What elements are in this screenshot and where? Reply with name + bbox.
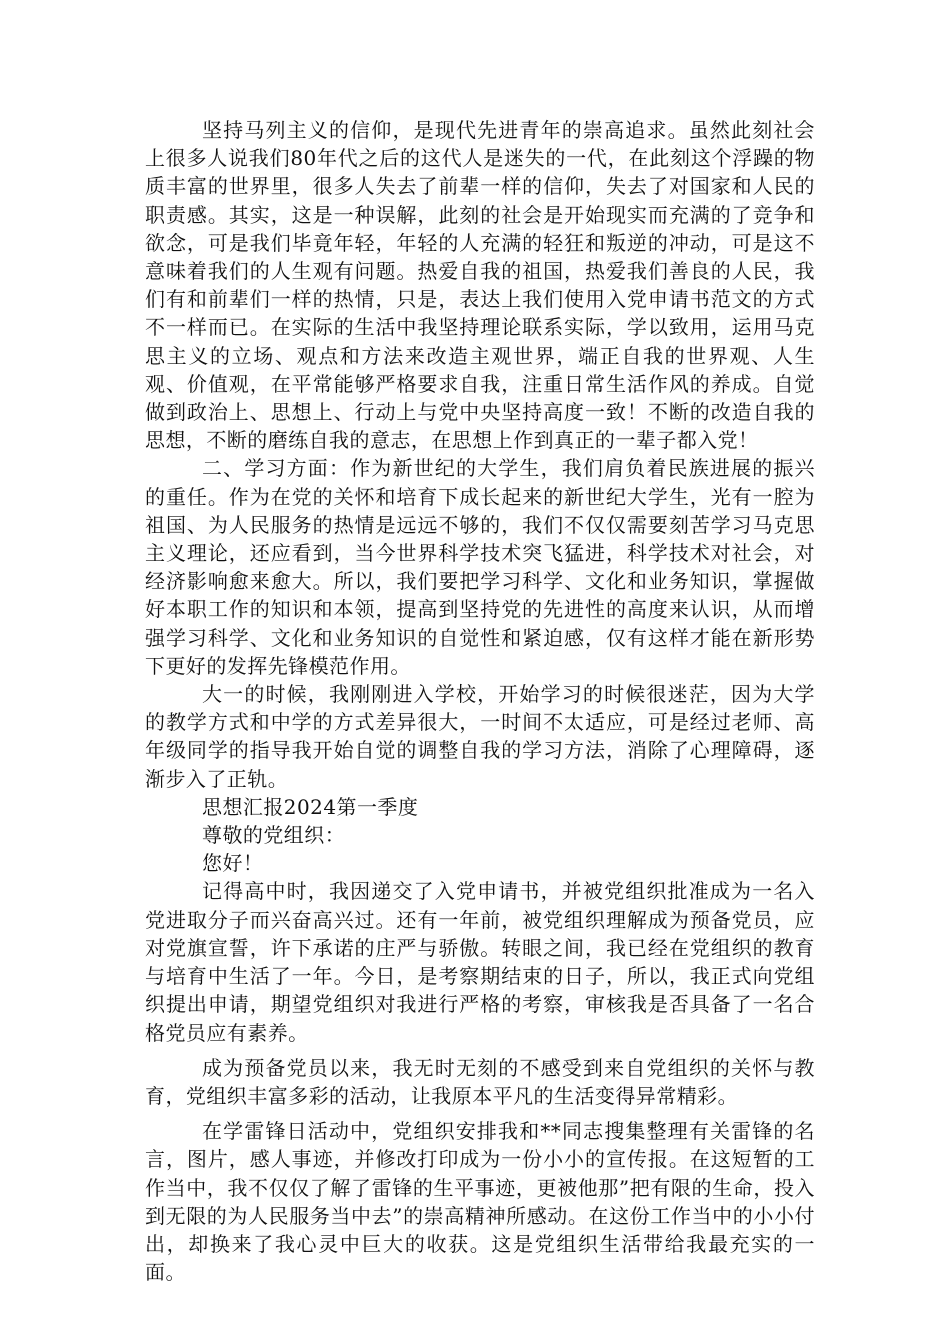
paragraph-high-school: 记得高中时，我因递交了入党申请书，并被党组织批准成为一名入党进取分子而兴奋高兴过。还有一年前，被党组织理解成为预备党员，应对党旗宣誓，许下承诺的庄严与骄傲。转眼之间，我已经在党组织的教育与培育中生活了一年。今日，是考察期结束的日子，所以，我正式向党组织提出申请，期望党组织对我进行严格的考察，审核我是否具备了一名合格党员应有素养。 bbox=[145, 879, 815, 1045]
paragraph-freshman: 大一的时候，我刚刚进入学校，开始学习的时候很迷茫，因为大学的教学方式和中学的方式差异很大，一时间不太适应，可是经过老师、高年级同学的指导我开始自觉的调整自我的学习方法，消除了心理障碍，逐渐步入了正轨。 bbox=[145, 682, 815, 791]
paragraph-lei-feng-day: 在学雷锋日活动中，党组织安排我和**同志搜集整理有关雷锋的名言，图片，感人事迹，并修改打印成为一份小小的宣传报。在这短暂的工作当中，我不仅仅了解了雷锋的生平事迹，更被他那”把有限的生命，投入到无限的为人民服务当中去”的崇高精神所感动。在这份工作当中的小小付出，却换来了我心灵中巨大的收获。这是党组织生活带给我最充实的一面。 bbox=[145, 1119, 815, 1285]
paragraph-study: 二、学习方面：作为新世纪的大学生，我们肩负着民族进展的振兴的重任。作为在党的关怀和培育下成长起来的新世纪大学生，光有一腔为祖国、为人民服务的热情是远远不够的，我们不仅仅需要刻苦学习马克思主义理论，还应看到，当今世界科学技术突飞猛进，科学技术对社会，对经济影响愈来愈大。所以，我们要把学习科学、文化和业务知识，掌握做好本职工作的知识和本领，提高到坚持党的先进性的高度来认识，从而增强学习科学、文化和业务知识的自觉性和紧迫感，仅有这样才能在新形势下更好的发挥先锋模范作用。 bbox=[145, 456, 815, 678]
greeting: 您好！ bbox=[202, 851, 264, 876]
salutation: 尊敬的党组织： bbox=[202, 823, 346, 848]
document-body bbox=[145, 116, 815, 1286]
paragraph-faith: 坚持马列主义的信仰，是现代先进青年的崇高追求。虽然此刻社会上很多人说我们80年代之后的这代人是迷失的一代，在此刻这个浮躁的物质丰富的世界里，很多人失去了前辈一样的信仰，失去了对国家和人民的职责感。其实，这是一种误解，此刻的社会是开始现实而充满的了竞争和欲念，可是我们毕竟年轻，年轻的人充满的轻狂和叛逆的冲动，可是这不意味着我们的人生观有问题。热爱自我的祖国，热爱我们善良的人民，我们有和前辈们一样的热情，只是，表达上我们使用入党申请书范文的方式不一样而已。在实际的生活中我坚持理论联系实际，学以致用，运用马克思主义的立场、观点和方法来改造主观世界，端正自我的世界观、人生观、价值观，在平常能够严格要求自我，注重日常生活作风的养成。自觉做到政治上、思想上、行动上与党中央坚持高度一致！不断的改造自我的思想，不断的磨练自我的意志，在思想上作到真正的一辈子都入党！ bbox=[145, 118, 815, 453]
paragraph-probationary-member: 成为预备党员以来，我无时无刻的不感受到来自党组织的关怀与教育，党组织丰富多彩的活动，让我原本平凡的生活变得异常精彩。 bbox=[145, 1055, 815, 1108]
report-title: 思想汇报2024第一季度 bbox=[202, 794, 419, 819]
